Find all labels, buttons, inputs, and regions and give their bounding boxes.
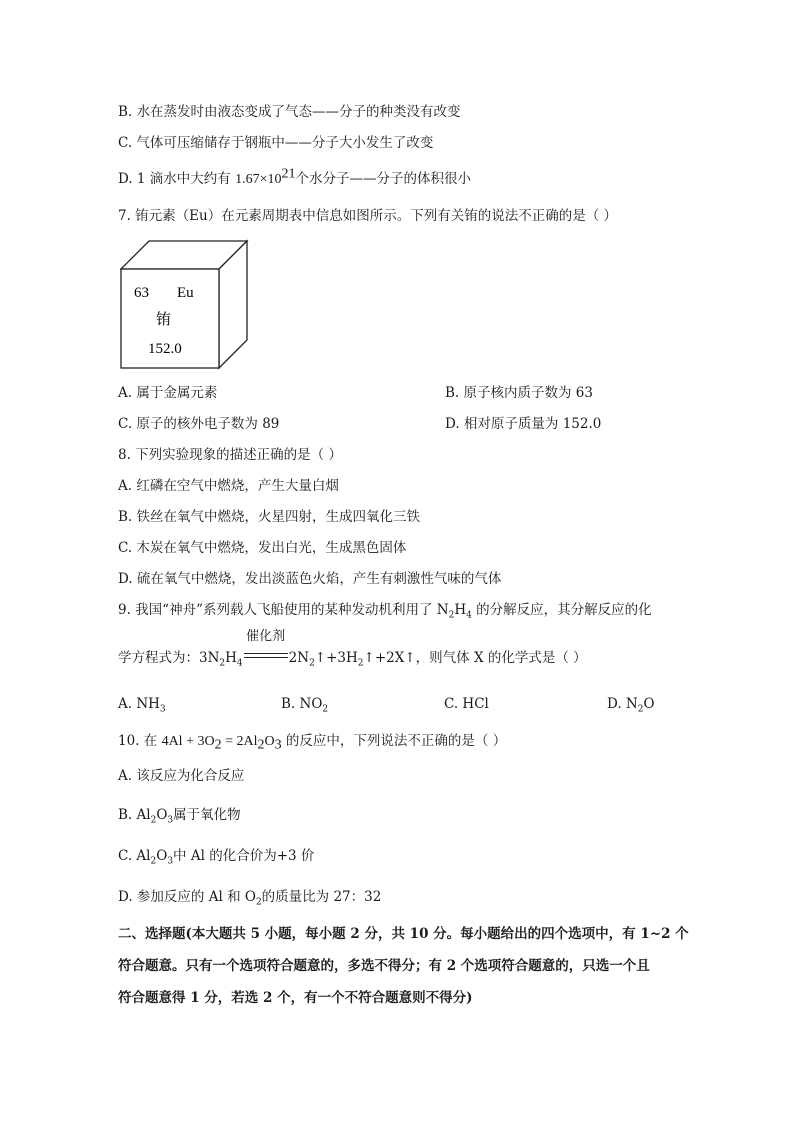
q10-equation: O	[264, 734, 275, 749]
q8-option-d: D. 硫在氧气中燃烧，发出淡蓝色火焰，产生有刺激性气味的气体	[118, 571, 502, 587]
section2-instructions-line3: 符合题意得 1 分，若选 2 个，有一个不符合题意则不得分)	[118, 990, 473, 1006]
q9-option-d-text: D. N	[607, 696, 638, 712]
q10-option-c-text: O	[156, 848, 168, 864]
q10-subscript: 2	[150, 856, 157, 867]
section2-instructions-line2: 符合题意。只有一个选项符合题意的，多选不得分；有 2 个选项符合题意的，只选一个且	[118, 958, 650, 974]
q6-option-d	[118, 166, 472, 190]
q9-stem-line1	[118, 600, 652, 620]
q6-option-d-prefix: D. 1 滴水中大约有	[118, 171, 236, 187]
q9-option-a	[118, 694, 166, 714]
q10-option-b-text: 属于氧化物	[173, 807, 241, 823]
element-atomic-number: 63	[134, 285, 149, 301]
q10-subscript: 2	[150, 815, 157, 826]
q10-equation: = 2Al	[221, 734, 258, 749]
catalyst-label: 催化剂	[246, 629, 286, 644]
reaction-arrow	[244, 629, 288, 662]
q10-option-d-text: D. 参加反应的 Al 和 O	[118, 889, 256, 905]
q10-stem	[118, 731, 506, 752]
q8-option-b: B. 铁丝在氧气中燃烧，火星四射，生成四氧化三铁	[118, 509, 421, 525]
q10-option-a: A. 该反应为化合反应	[118, 768, 245, 784]
q9-equation-text: 2N	[288, 650, 310, 666]
q9-option-b	[281, 694, 328, 714]
q8-stem: 8. 下列实验现象的描述正确的是（ ）	[118, 447, 342, 463]
q10-option-b-text: O	[156, 807, 168, 823]
q6-option-d-exponent: 21	[281, 166, 296, 182]
element-symbol: Eu	[177, 285, 194, 301]
q10-option-b	[118, 805, 241, 825]
q9-option-d	[607, 694, 655, 714]
q10-subscript: 3	[167, 856, 174, 867]
q6-option-c: C. 气体可压缩储存于钢瓶中——分子大小发生了改变	[118, 135, 434, 151]
q10-option-c-text: C. Al	[118, 848, 151, 864]
q10-option-d	[118, 887, 381, 907]
q10-stem-text: 10. 在	[118, 733, 162, 749]
q9-option-d-text: O	[643, 696, 655, 712]
q9-subscript: 2	[448, 610, 455, 621]
q10-equation: 4Al + 3O	[161, 734, 215, 749]
q10-option-c-text: 中 Al 的化合价为+3 价	[173, 848, 315, 864]
q7-option-a: A. 属于金属元素	[118, 385, 218, 401]
q10-stem-text: 的反应中，下列说法不正确的是（ ）	[281, 733, 507, 749]
q10-option-b-text: B. Al	[118, 807, 151, 823]
q6-option-b: B. 水在蒸发时由液态变成了气态——分子的种类没有改变	[118, 104, 461, 120]
q8-option-a: A. 红磷在空气中燃烧，产生大量白烟	[118, 478, 339, 494]
q9-option-a-text: A. NH	[118, 696, 160, 712]
q9-equation-text: H	[225, 650, 237, 666]
q9-subscript: 2	[309, 658, 315, 669]
q10-subscript: 3	[274, 737, 282, 753]
equal-sign-bars	[244, 653, 288, 658]
element-atomic-mass: 152.0	[148, 341, 182, 357]
section2-instructions-line1: 二、选择题(本大题共 5 小题，每小题 2 分，共 10 分。每小题给出的四个选项中，有 1~2 个	[118, 926, 689, 942]
q10-option-d-text: 的质量比为 27：32	[261, 889, 382, 905]
q9-subscript: 2	[219, 658, 226, 669]
q9-equation-text: ↑+2X↑，则气体 X 的化学式是（ ）	[363, 650, 587, 666]
q9-subscript: 3	[159, 704, 166, 715]
element-card-eu	[120, 236, 250, 370]
q9-stem-text: 的分解反应，其分解反应的化	[471, 602, 652, 618]
q7-option-b: B. 原子核内质子数为 63	[445, 385, 593, 401]
q6-option-d-suffix: 个水分子——分子的体积很小	[295, 171, 472, 187]
q9-equation-text: 学方程式为：3N	[118, 650, 220, 666]
q9-option-b-text: B. NO	[281, 696, 323, 712]
q10-subscript: 2	[257, 737, 265, 753]
q9-option-c: C. HCl	[444, 696, 489, 712]
q7-option-d: D. 相对原子质量为 152.0	[445, 416, 602, 432]
q9-subscript: 4	[466, 610, 472, 621]
q10-subscript: 3	[167, 815, 174, 826]
q9-subscript: 4	[236, 658, 243, 669]
q8-option-c: C. 木炭在氧气中燃烧，发出白光，生成黑色固体	[118, 540, 407, 556]
q9-formula-h: H	[454, 602, 467, 618]
q10-subscript: 2	[255, 897, 262, 908]
q6-option-d-mantissa: 1.67×10	[235, 172, 282, 187]
q10-subscript: 2	[214, 737, 222, 753]
q9-subscript: 2	[357, 658, 364, 669]
element-name: 铕	[156, 312, 172, 328]
q10-option-c	[118, 846, 314, 866]
q7-stem: 7. 铕元素（Eu）在元素周期表中信息如图所示。下列有关铕的说法不正确的是（ ）	[118, 208, 618, 224]
q9-stem-text: 9. 我国“神舟”系列载人飞船使用的某种发动机利用了 N	[118, 602, 449, 618]
q9-stem-line2	[118, 629, 587, 669]
q9-subscript: 2	[637, 704, 644, 715]
q9-equation-text: ↑+3H	[314, 650, 358, 666]
q7-option-c: C. 原子的核外电子数为 89	[118, 416, 280, 432]
q9-subscript: 2	[322, 704, 329, 715]
